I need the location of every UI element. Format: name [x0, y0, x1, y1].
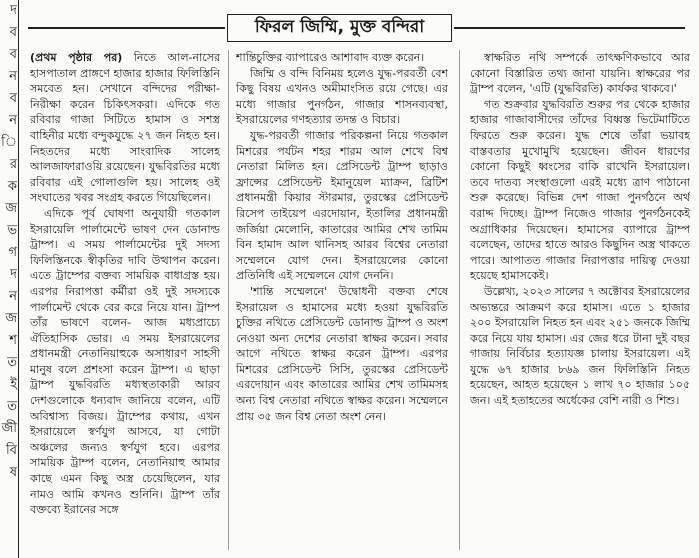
clip-line: ি [1, 135, 16, 150]
paragraph: উল্লেখ্য, ২০২৩ সালের ৭ অক্টোবর ইসরায়েলের অভ্যন্তরে আক্রমণ করে হামাস। এতে ১ হাজার ২০০ ইসরায়েলি নিহত হন এবং ২৫১ জনকে জিম্মি করে নিয়ে যায় হামাস। এর জের ধরে টানা দুই বছর গাজায় নির্বিচার হত্যাযজ্ঞ চালায় ইসরায়েল। এই যুদ্ধে ৬৭ হাজার ৮৬৯ জন ফিলিস্তিনি নিহত হয়েছেন, আহত হয়েছেন ১ লাখ ৭০ হাজার ১০৫ জন। এই হতাহতের অর্ধেকের বেশি নারী ও শিশু। [470, 284, 690, 408]
clip-line: ত [7, 399, 16, 414]
clip-line: ই [10, 377, 16, 392]
paragraph: যুদ্ধ-পরবর্তী গাজার পরিকল্পনা নিয়ে গতকাল মিশরের পর্যটন শহর শারম আল শেখে বিশ্ব নেতারা মিলিত হন। প্রেসিডেন্ট ট্রাম্প ছাড়াও ফ্রান্সের প্রেসিডেন্ট ইমানুয়েল ম্যাক্রন, ব্রিটিশ প্রধানমন্ত্রী কিয়ার স্টারমার, তুরস্কের প্রেসিডেন্ট রিসেপ তাইয়েপ এরদোয়ান, ইতালির প্রধানমন্ত্রী জর্জিয়া মেলোনি, কাতারের আমির শেখ তামিম বিন হামাদ আল থানিসহ আরব বিশ্বের নেতারা সম্মেলনে যোগ দেন। ইসরায়েলের কোনো প্রতিনিধি এই সম্মেলনে যোগ দেননি। [236, 128, 448, 283]
article-column-1 [30, 50, 220, 550]
clip-line: ন [9, 113, 16, 128]
paragraph: শান্তিচুক্তির ব্যাপারেও আশাবাদ ব্যক্ত করেন। [236, 51, 425, 64]
clip-line: জী [1, 421, 16, 436]
article-column-2 [236, 50, 448, 550]
headline-rule-right [454, 27, 685, 29]
adjacent-column-clip [0, 0, 19, 558]
paragraph: জিম্মি ও বন্দি বিনিময় হলেও যুদ্ধ-পরবর্তী বেশ কিছু বিষয় এখনও অমীমাংসিত রয়ে গেছে। এর মধ্যে গাজার পুনর্গঠন, গাজার শাসনব্যবস্থা, ইসরায়েলের গণহত্যার তদন্ত ও বিচার। [236, 66, 448, 127]
clip-line: ব [9, 91, 16, 106]
clip-line: ব [9, 47, 16, 62]
clip-line: ষ [9, 465, 16, 480]
clip-line: দ [10, 3, 16, 18]
headline-box [227, 14, 452, 42]
clip-line: র [9, 157, 16, 172]
clip-line: ক [7, 179, 16, 194]
clip-line: দ [10, 267, 16, 282]
clip-line: জ [5, 311, 16, 326]
column-divider [459, 50, 460, 550]
headline: ফিরল জিম্মি, মুক্ত বন্দিরা [254, 17, 425, 37]
headline-rule-left [28, 27, 225, 29]
paragraph: এদিকে পূর্ব ঘোষণা অনুযায়ী গতকাল ইসরায়েলি পার্লামেন্টে ভাষণ দেন ডোনাল্ড ট্রাম্প। এ সময় পার্লামেন্টের দুই সদস্য ফিলিস্তিনকে স্বীকৃতির দাবি উত্থাপন করেন। এতে ট্রাম্পের বক্তব্য সাময়িক বাধাগ্রস্ত হয়। এরপর নিরাপত্তা কর্মীরা ওই দুই সদস্যকে পার্লামেন্ট থেকে বের করে নিয়ে যান। ট্রাম্প তাঁর ভাষণে বলেন- আজ মধ্যপ্রাচ্যে ঐতিহাসিক ভোর। এ সময় ইসরায়েলের প্রধানমন্ত্রী নেতানিয়াহুকে অসাধারণ সাহসী মানুষ বলে প্রশংসা করেন ট্রাম্প। এ ছাড়া ট্রাম্প যুদ্ধবিরতি মধ্যস্থতাকারী আরব দেশগুলোকে ধন্যবাদ জানিয়ে বলেন, এটি অবিশ্বাস্য বিজয়। ট্রাম্পের কথায়, এখন ইসরায়েলে স্বর্ণযুগ আসবে, যা গোটা অঞ্চলের জন্যও স্বর্ণযুগ হবে। এরপর সাময়িক ট্রাম্প বলেন, নেতানিয়াহু আমার কাছে এমন কিছু অস্ত্র চেয়েছিলেন, যার নামও আমি কখনও শুনিনি। ট্রাম্প তাঁর বক্তব্যে ইরানের সঙ্গে [30, 206, 220, 517]
clip-line: ব [9, 25, 16, 40]
clip-line: ত [7, 355, 16, 370]
clip-line: ভ [7, 223, 16, 238]
paragraph-text: নিতে আল-নাসের হাসপাতাল প্রাঙ্গণে হাজার হাজার ফিলিস্তিনি সমবেত হন। সেখানে বন্দিদের পরীক্ষা-নিরীক্ষা করেন চিকিৎসকরা। এদিকে গত রবিবার গাজা সিটিতে হামাস ও সশস্ত্র বাহিনীর মধ্যে বন্দুকযুদ্ধে ২৭ জন নিহত হন। নিহতদের মধ্যে সাংবাদিক সালেহ আলজাফারাওয়ি রয়েছেন। যুদ্ধবিরতির মধ্যে রবিবার এই গোলাগুলি হয়। সালেহ ওই সংঘাতের খবর সংগ্রহ করতে গিয়েছিলেন। [30, 51, 220, 205]
continued-label: (প্রথম পৃষ্ঠার পর) [30, 51, 123, 64]
article-column-3 [470, 50, 690, 550]
paragraph: গত শুক্রবার যুদ্ধবিরতি শুরুর পর থেকে হাজার হাজার গাজাবাসীদের তাঁদের বিধ্বস্ত ভিটেমাটিতে ফিরতে শুরু করেন। যুদ্ধ শেষে তাঁরা ভয়াবহ বাস্তবতার মুখোমুখি হয়েছেন। জীবন ধারণের কোনো কিছুই ধ্বংসের বাকি রাখেনি ইসরায়েল। তবে দাতব্য সংস্থাগুলো এরই মধ্যে ত্রাণ পাঠানো শুরু করেছে। বিভিন্ন দেশ গাজা পুনর্গঠনে অর্থ বরাদ্দ দিচ্ছে। ট্রাম্প নিজেও গাজার পুনর্গঠনকেই অগ্রাধিকার দিয়েছেন। হামাসের ব্যাপারে ট্রাম্প বলেছেন, তাদের হাতে আরও কিছুদিন অস্ত্র থাকতে পারে। আপাতত গাজার নিরাপত্তার দায়িত্ব দেওয়া হয়েছে হামাসকেই। [470, 97, 690, 283]
clip-line: ন [9, 289, 16, 304]
paragraph: 'শান্তি সম্মেলনে' উদ্বোধনী বক্তব্য শেষে ইসরায়েল ও হামাসের মধ্যে হওয়া যুদ্ধবিরতি চুক্তির নথিতে প্রেসিডেন্ট ডোনাল্ড ট্রাম্প ও অংশ নেওয়া অন্য দেশের নেতারা স্বাক্ষর করেন। সবার আগে নথিতে স্বাক্ষর করেন ট্রাম্প। এরপর মিশরের প্রেসিডেন্ট সিসি, তুরস্কের প্রেসিডেন্ট এরদোয়ান এবং কাতারের আমির শেখ তামিমসহ অন্য বিশ্ব নেতারা নথিতে স্বাক্ষর করেন। সম্মেলনে প্রায় ৩৫ জন বিশ্ব নেতা অংশ নেন। [236, 284, 448, 423]
paragraph: স্বাক্ষরিত নথি সম্পর্কে তাৎক্ষণিকভাবে আর কোনো বিস্তারিত তথ্য জানা যায়নি। স্বাক্ষরের পর ট্রাম্প বলেন, 'এটি (যুদ্ধবিরতি) কার্যকর থাকবে।' [470, 51, 690, 96]
clip-line: জ [5, 201, 16, 216]
clip-line: বি [6, 443, 16, 458]
column-divider [228, 50, 229, 550]
clip-line: শ [9, 333, 16, 348]
clip-line: ন [9, 69, 16, 84]
clip-line: গ [8, 245, 16, 260]
paragraph [30, 50, 220, 206]
